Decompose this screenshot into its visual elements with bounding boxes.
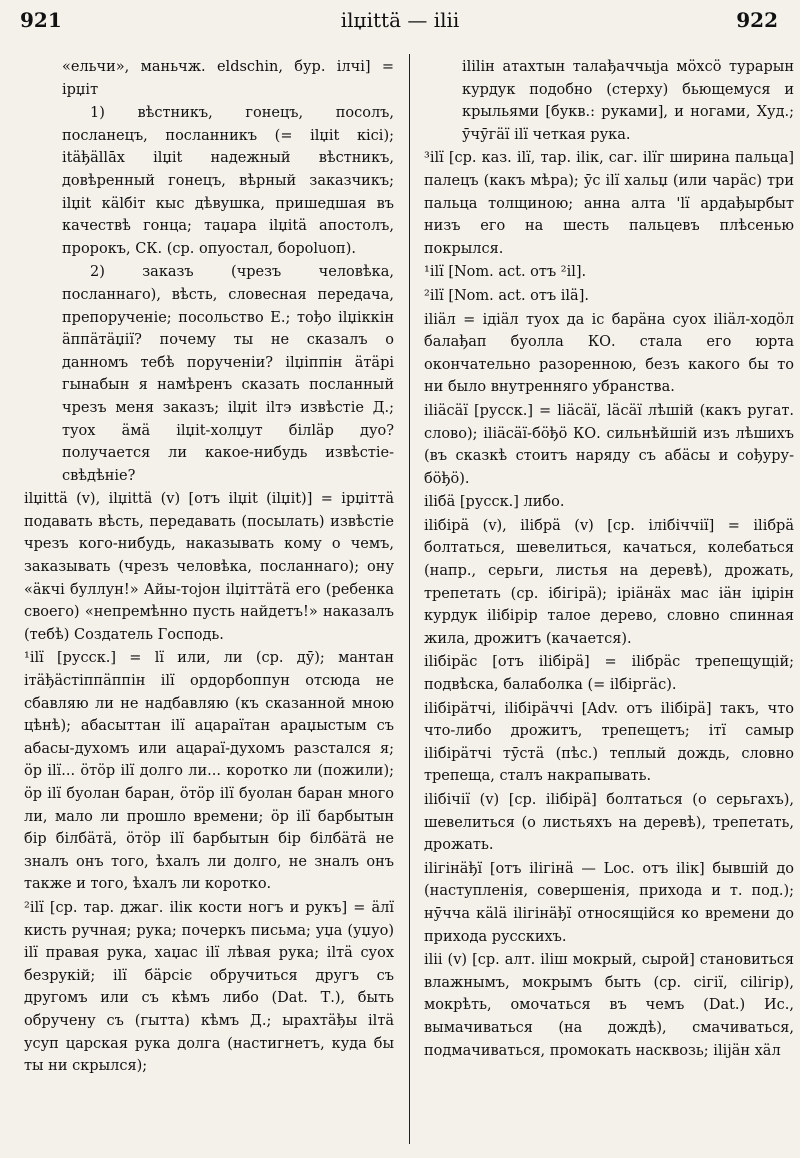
- entry-ilibira: iliбірä (v), ilібрä (v) [ср. ілібіччії] = ilібрä болтаться, шевелиться, качаться, колебаться (напр., серьги, листья на деревѣ), дрожать, трепетать (ср. ібігірä); ірiäнäх мас iäн iџірін курдук ilібірір талое дерево, словно спинная жила, дрожитъ (качается).: [424, 517, 794, 647]
- entry-ili-2: ²ilї [ср. тар. джаг. ilік кости ногъ и рукъ] = äлї кисть ручная; рука; почеркъ письма; уџа (уџуо) ilї правая рука, хаџас ilї лѣвая рука; ilтä суох безрукій; ilї бäрсіє обручиться другъ съ другомъ или съ кѣмъ либо (Dat. Т.), быть обручену съ (гытта) кѣмъ Д.; ырахтäђы ilтä усуп царская рука долга (настигнетъ, куда бы ты ни скрылся);: [24, 899, 394, 1075]
- page-number-right: 922: [736, 8, 778, 32]
- entry-ili-nom-2: ²ilї [Nom. act. отъ ilä].: [424, 287, 589, 304]
- entry-iliba: iliбä [русск.] либо.: [424, 494, 565, 511]
- entry-continuation: ililін атахтын талађаччыја мöхсö турарын курдук подобно (стерху) бьющемуся и крыльями [букв.: руками], и ногами, Худ.; ӯчӯгäї ilї четкая рука.: [462, 59, 794, 143]
- running-head: ilџittä — ilii: [340, 8, 460, 32]
- sense-1: 1) вѣстникъ, гонецъ, посолъ, посланецъ, посланникъ (= ilџit кісі); itäђällāх ilџit надежный вѣстникъ, довѣренный гонецъ, вѣрный заказчикъ; ilџit кälбіт кыс дѣвушка, пришедшая въ качествѣ гонца; таџара ilџitä апостолъ, пророкъ, СК. (ср. опуостал, бороluoп).: [62, 105, 394, 257]
- page-number-left: 921: [20, 8, 62, 32]
- left-column: [24, 56, 394, 1146]
- entry-continuation: «ельчи», маньчж. eldschin, бур. ілчі] = ірџіт: [62, 59, 394, 98]
- entry-iliasai: iliäсäї [русск.] = liäсäї, läсäї лѣшій (какъ ругат. слово); iliäсäї-бöђö КО. сильнѣйшій изъ лѣшихъ (въ сказкѣ стоитъ наряду съ абäсы и сођуру-бöђö).: [424, 402, 794, 487]
- entry-ilgitta: ilџittä (v), ilџittä (v) [отъ ilџit (ilџit)] = ірџіттä подавать вѣсть, передавать (посылать) извѣстіе чрезъ кого-нибудь, наказывать кому о чемъ, заказывать (чрезъ человѣка, посланнаго); ону «äкчі буллун!» Айы-тојон ilџіттäтä его (ребенка своего) «непремѣнно пусть найдетъ!» наказалъ (тебѣ) Создатель Господь.: [24, 491, 394, 643]
- page-header: [0, 0, 800, 40]
- entry-ilibiratchi: iliбірäтчі, ilібірäччі [Adv. отъ ilібірä] такъ, что что-либо дрожитъ, трепещетъ; ітї самыр ilібірäтчі тӯстä (пѣс.) теплый дождь, словно трепеща, сталъ накрапывать.: [424, 700, 794, 785]
- entry-ili-3: ³ilї [ср. каз. ilї, тар. ilік, саг. ilїг ширина пальца] палецъ (какъ мѣра); ӯс ilї хальџ (или чарäс) три пальца толщиною; анна алта 'lї ардађырбыт низъ его на шесть пальцевъ плѣсенью покрылся.: [424, 150, 794, 257]
- entry-ilii: ilii (v) [ср. алт. iliш мокрый, сырой] становиться влажнымъ, мокрымъ быть (ср. сігії, сiliгір), мокрѣть, омочаться въ чемъ (Dat.) Ис., вымачиваться (на дождѣ), смачиваться, подмачиваться, промокать насквозь; iliјäн хäл: [424, 952, 794, 1059]
- entry-ili-nom-1: ¹ilї [Nom. act. отъ ²il].: [424, 264, 587, 281]
- entry-iliginagi: iliгiнäђї [отъ iliгiнä — Loc. отъ ilік] бывшій до (наступленія, совершенія, прихода и т. под.); нӯчча кälä iliгiнäђї относящійся ко времени до прихода русскихъ.: [424, 860, 794, 945]
- entry-ilibichii: iliбічії (v) [ср. ilібірä] болтаться (о серьгахъ), шевелиться (о листьяхъ на деревѣ), трепетать, дрожать.: [424, 792, 794, 854]
- entry-iliel: iliäл = ідіäл туох да іс барäна суох iliäл-ходöл балађап буолла КО. стала его юрта окончательно разоренною, безъ какого бы то ни было внутренняго убранства.: [424, 311, 794, 396]
- sense-2: 2) заказъ (чрезъ человѣка, посланнаго), вѣсть, словесная передача, препорученіе; посольство Е.; тођо ilџіккін äппäтäџiї? почему ты не сказалъ о данномъ тебѣ порученіи? ilџіппін äтäрі гынабын я намѣренъ сказать посланный чрезъ меня заказъ; ilџit ilтэ извѣстіе Д.; туох äмä ilџit-холџут бiлläр дуо? получается ли какое-нибудь извѣстіе-свѣдѣніе?: [62, 264, 394, 484]
- entry-ili-1: ¹ilї [русск.] = lї или, ли (ср. дӯ); мантан ітäђäстiппäппін ilї ордорбоппун отсюда не сбавляю ли не надбавляю (къ сказанной мною цѣнѣ); абасыттан ilї ацараïтан араџыстым съ абасы-духомъ или ацараї-духомъ разстался я; öр ilї... öтöр ilї долго ли... коротко ли (пожили); öр ilї буолан баран, öтöр ilї буолан баран много ли, мало ли прошло времени; öр ilї барбытын бір білбäтä, öтöр ilї барбытын бір білбäтä не зналъ онъ того, ѣхалъ ли долго, не зналъ онъ также и того, ѣхалъ ли коротко.: [24, 650, 394, 893]
- entry-ilibiras: iliбірäс [отъ ilібірä] = ilібрäс трепещущій; подвѣска, балаболка (= ilбіргäс).: [424, 654, 794, 694]
- column-divider: [409, 54, 410, 1144]
- right-column: [424, 56, 794, 1146]
